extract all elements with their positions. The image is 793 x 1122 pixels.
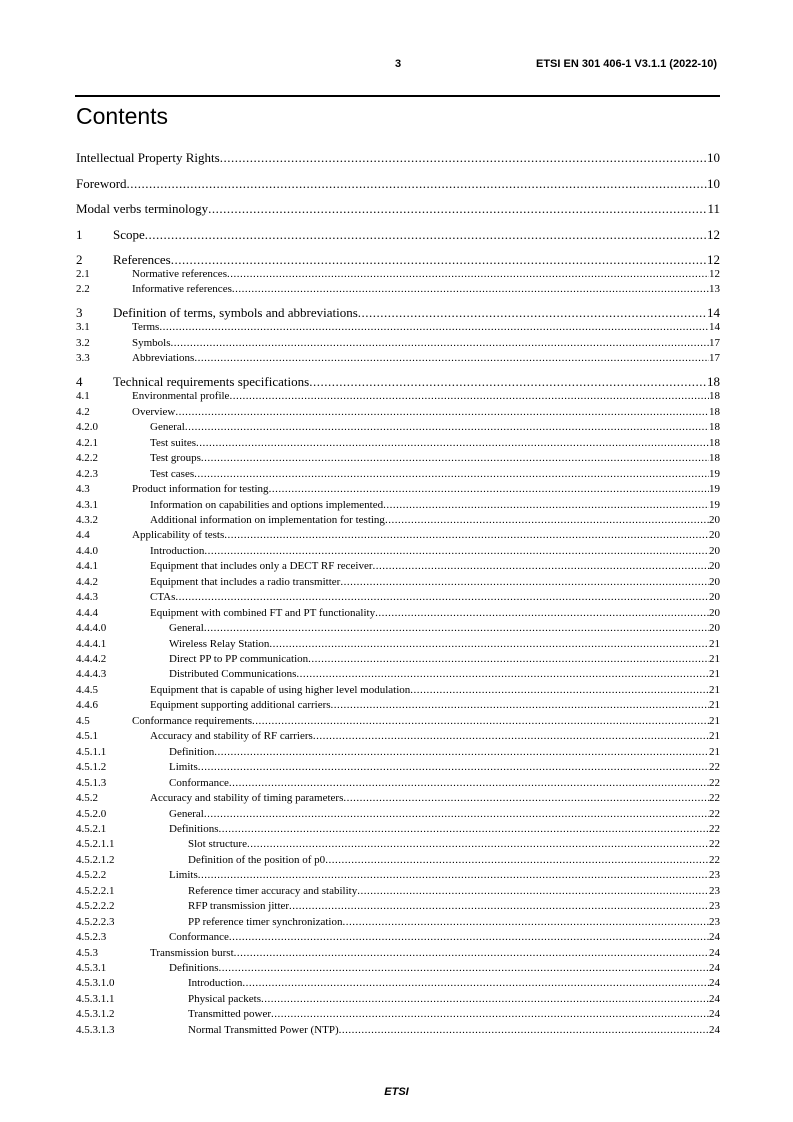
toc-section-title: Symbols [132, 336, 171, 349]
toc-entry[interactable] [76, 653, 720, 666]
toc-page-number: 21 [709, 730, 720, 743]
toc-page-number: 24 [709, 931, 720, 944]
toc-section-number: 4.5.3 [76, 946, 98, 959]
toc-entry[interactable] [76, 947, 720, 960]
toc-page-number: 21 [709, 745, 720, 758]
toc-entry[interactable] [76, 576, 720, 589]
toc-section-title: Definitions [169, 962, 219, 974]
toc-leader-dots [229, 931, 709, 944]
toc-section-title: Technical requirements specifications [113, 374, 310, 390]
toc-entry[interactable] [76, 777, 720, 790]
toc-page-number: 14 [709, 321, 720, 334]
toc-section-number: 4.5.1.1 [76, 745, 107, 758]
toc-page-number: 20 [709, 529, 720, 542]
toc-leader-dots [198, 869, 709, 882]
toc-entry[interactable] [76, 808, 720, 821]
toc-section-title: Additional information on implementation for testing [150, 513, 385, 526]
toc-entry[interactable] [76, 792, 720, 805]
toc-section-title: Conformance [169, 931, 229, 944]
toc-entry[interactable] [76, 916, 720, 929]
toc-leader-dots [357, 885, 709, 898]
toc-section-title: Overview [132, 405, 176, 418]
toc-page-number: 24 [709, 992, 720, 1005]
toc-page-number: 13 [709, 283, 720, 296]
toc-leader-dots [220, 150, 707, 165]
toc-page-number: 18 [709, 421, 720, 434]
toc-section-number: 4.3 [76, 483, 90, 496]
toc-section-title: Introduction [150, 544, 205, 557]
toc-entry[interactable] [76, 962, 720, 975]
toc-page-number: 19 [709, 498, 720, 511]
toc-leader-dots [289, 900, 709, 913]
toc-page-number: 24 [709, 1008, 720, 1021]
toc-leader-dots [198, 761, 709, 774]
toc-page-number: 17 [709, 336, 720, 349]
toc-entry[interactable] [76, 499, 720, 512]
toc-leader-dots [269, 483, 709, 496]
toc-page-number: 18 [707, 374, 720, 390]
toc-entry[interactable] [76, 421, 720, 434]
toc-leader-dots [358, 305, 707, 320]
toc-entry[interactable] [76, 838, 720, 851]
toc-section-number: 4.5 [76, 714, 90, 727]
toc-leader-dots [175, 406, 709, 419]
toc-page-number: 23 [709, 884, 720, 897]
toc-page-number: 22 [709, 822, 720, 835]
toc-section-title: Definition [169, 745, 215, 758]
toc-page-number: 24 [709, 1023, 720, 1036]
toc-entry[interactable] [76, 668, 720, 681]
toc-section-number: 4.5.2.2.2 [76, 900, 115, 913]
toc-section-title: Equipment that includes a radio transmitter [150, 575, 341, 588]
toc-entry[interactable] [76, 885, 720, 898]
toc-leader-dots [342, 916, 709, 929]
toc-leader-dots [308, 653, 709, 666]
toc-section-title: Physical packets [188, 992, 262, 1005]
toc-section-title: Scope [113, 226, 145, 242]
toc-section-title: Accuracy and stability of timing parameters [150, 792, 344, 805]
toc-section-title: Information on capabilities and options implemented [150, 498, 384, 511]
toc-leader-dots [229, 777, 709, 790]
toc-page-number: 21 [709, 653, 720, 665]
toc-leader-dots [196, 437, 709, 450]
toc-leader-dots [229, 390, 709, 403]
toc-leader-dots [194, 352, 709, 365]
toc-entry[interactable] [76, 268, 720, 281]
toc-section-number: 4.3.1 [76, 498, 98, 511]
toc-section-number: 4.1 [76, 390, 90, 403]
toc-section-number: 4.5.3.1.0 [76, 977, 115, 990]
toc-section-title: Equipment that is capable of using higher level modulation [150, 683, 411, 696]
toc-leader-dots [171, 252, 707, 267]
toc-entry[interactable] [76, 437, 720, 450]
toc-page-number: 21 [709, 668, 720, 681]
toc-section-title: Intellectual Property Rights [76, 150, 220, 165]
toc-section-title: Foreword [76, 175, 127, 191]
toc-leader-dots [331, 699, 709, 712]
toc-entry[interactable] [76, 931, 720, 944]
toc-page-number: 18 [709, 405, 720, 418]
toc-entry[interactable] [76, 468, 720, 481]
toc-page-number: 10 [707, 150, 720, 165]
toc-section-number: 1 [76, 226, 83, 242]
toc-entry[interactable] [76, 483, 720, 496]
toc-entry[interactable] [76, 352, 720, 365]
toc-leader-dots [340, 576, 709, 589]
toc-section-title: Abbreviations [132, 352, 195, 365]
toc-section-number: 4.5.2.1.2 [76, 853, 115, 866]
toc-section-title: RFP transmission jitter [188, 900, 290, 913]
toc-section-number: 4.4.2 [76, 575, 98, 588]
toc-section-title: Test cases [150, 467, 195, 480]
page-number: 3 [394, 58, 402, 70]
toc-section-title: Modal verbs terminology [76, 201, 209, 216]
toc-page-number: 17 [709, 352, 720, 365]
toc-section-title: Transmitted power [188, 1008, 272, 1021]
toc-entry[interactable] [76, 1024, 720, 1037]
toc-entry[interactable] [76, 699, 720, 712]
toc-section-title: Equipment with combined FT and PT functionality [150, 606, 376, 619]
toc-section-number: 4.5.3.1.2 [76, 1008, 115, 1021]
toc-entry[interactable] [76, 452, 720, 465]
toc-leader-dots [242, 977, 709, 990]
toc-page-number: 20 [709, 606, 720, 619]
toc-section-title: Normative references [132, 268, 227, 280]
toc-leader-dots [145, 227, 707, 242]
toc-section-title: General [169, 622, 204, 635]
toc-section-title: Test groups [150, 452, 201, 465]
toc-entry[interactable] [76, 252, 720, 267]
toc-section-number: 4.5.2.2.3 [76, 915, 115, 928]
toc-section-number: 4.5.1 [76, 730, 98, 743]
toc-entry[interactable] [76, 283, 720, 296]
toc-section-number: 4.4.4.2 [76, 653, 107, 665]
toc-section-number: 3.2 [76, 336, 90, 349]
toc-page-number: 11 [707, 201, 720, 216]
toc-page-number: 24 [709, 962, 720, 974]
toc-leader-dots [127, 176, 707, 191]
toc-section-number: 4.3.2 [76, 513, 98, 526]
toc-page-number: 12 [707, 252, 720, 267]
toc-section-number: 3 [76, 305, 83, 321]
toc-section-number: 4.4.1 [76, 560, 98, 573]
toc-entry[interactable] [76, 638, 720, 651]
toc-entry[interactable] [76, 1008, 720, 1021]
toc-leader-dots [269, 638, 709, 651]
toc-section-number: 4 [76, 374, 83, 390]
toc-section-title: Definition of terms, symbols and abbreviations [113, 305, 358, 321]
toc-page-number: 22 [709, 792, 720, 805]
toc-leader-dots [175, 591, 709, 604]
footer-logo-text: ETSI [384, 1086, 409, 1098]
toc-section-number: 4.5.3.1.1 [76, 992, 115, 1005]
toc-entry[interactable] [76, 201, 720, 216]
toc-section-title: Applicability of tests [132, 529, 225, 542]
toc-page-number: 22 [709, 838, 720, 851]
toc-section-number: 3.3 [76, 352, 90, 365]
toc-entry[interactable] [76, 529, 720, 542]
toc-leader-dots [296, 668, 709, 681]
toc-section-number: 4.5.1.2 [76, 761, 107, 774]
toc-page-number: 23 [709, 869, 720, 882]
toc-leader-dots [385, 514, 709, 527]
toc-entry[interactable] [76, 591, 720, 604]
toc-section-title: Reference timer accuracy and stability [188, 884, 358, 897]
toc-leader-dots [219, 962, 710, 975]
toc-leader-dots [232, 283, 709, 296]
toc-page-number: 21 [709, 683, 720, 696]
toc-section-title: Slot structure [188, 838, 247, 851]
toc-leader-dots [224, 529, 709, 542]
toc-section-title: Environmental profile [132, 390, 230, 403]
toc-section-title: General [150, 421, 185, 434]
toc-entry[interactable] [76, 514, 720, 527]
toc-leader-dots [339, 1024, 709, 1037]
toc-leader-dots [271, 1008, 709, 1021]
toc-section-number: 4.4 [76, 529, 90, 542]
toc-entry[interactable] [76, 607, 720, 620]
toc-page-number: 10 [707, 175, 720, 191]
toc-section-title: Normal Transmitted Power (NTP) [188, 1023, 339, 1036]
toc-section-title: Equipment supporting additional carriers [150, 699, 331, 712]
toc-leader-dots [325, 854, 709, 867]
toc-page-number: 12 [709, 268, 720, 280]
toc-page-number: 20 [709, 575, 720, 588]
toc-entry[interactable] [76, 227, 720, 242]
toc-section-title: References [113, 252, 171, 267]
toc-section-title: Transmission burst [150, 946, 234, 959]
toc-entry[interactable] [76, 321, 720, 334]
toc-section-title: Informative references [132, 283, 232, 296]
toc-leader-dots [410, 684, 709, 697]
toc-section-number: 4.4.0 [76, 544, 98, 557]
toc-page-number: 20 [709, 622, 720, 635]
toc-leader-dots [214, 746, 709, 759]
toc-leader-dots [309, 374, 707, 389]
toc-section-title: Definitions [169, 822, 219, 835]
toc-leader-dots [343, 792, 709, 805]
toc-section-number: 4.2.2 [76, 452, 98, 465]
toc-page-number: 19 [709, 467, 720, 480]
toc-entry[interactable] [76, 305, 720, 320]
toc-leader-dots [234, 947, 709, 960]
toc-section-number: 4.2.3 [76, 467, 98, 480]
toc-entry[interactable] [76, 900, 720, 913]
toc-section-number: 4.5.3.1 [76, 962, 107, 974]
toc-section-title: Direct PP to PP communication [169, 653, 309, 665]
toc-page-number: 22 [709, 761, 720, 774]
toc-section-number: 4.4.4.3 [76, 668, 107, 681]
toc-section-number: 4.5.2 [76, 792, 98, 805]
toc-page-number: 20 [709, 591, 720, 604]
toc-entry[interactable] [76, 622, 720, 635]
toc-section-title: Limits [169, 761, 198, 774]
toc-leader-dots [227, 268, 709, 281]
toc-entry[interactable] [76, 545, 720, 558]
toc-leader-dots [383, 499, 709, 512]
toc-entry[interactable] [76, 746, 720, 759]
toc-page-number: 24 [709, 946, 720, 959]
toc-entry[interactable] [76, 823, 720, 836]
toc-leader-dots [375, 607, 709, 620]
toc-page-number: 21 [709, 714, 720, 727]
toc-page-number: 23 [709, 915, 720, 928]
toc-section-title: Definition of the position of p0 [188, 853, 326, 866]
toc-leader-dots [159, 321, 709, 334]
toc-leader-dots [201, 452, 709, 465]
toc-page-number: 18 [709, 452, 720, 465]
toc-entry[interactable] [76, 869, 720, 882]
toc-page-number: 20 [709, 560, 720, 573]
toc-leader-dots [247, 838, 709, 851]
toc-section-number: 4.2 [76, 405, 90, 418]
toc-section-title: Terms [132, 321, 160, 334]
toc-section-number: 4.5.2.2 [76, 869, 107, 882]
toc-section-title: Test suites [150, 436, 196, 449]
toc-entry[interactable] [76, 374, 720, 389]
toc-section-number: 4.2.0 [76, 421, 98, 434]
toc-entry[interactable] [76, 406, 720, 419]
toc-section-title: Accuracy and stability of RF carriers [150, 730, 313, 743]
toc-section-title: CTAs [150, 591, 176, 604]
toc-section-number: 4.4.4.0 [76, 622, 107, 635]
toc-section-title: Distributed Communications [169, 668, 297, 681]
toc-page-number: 20 [709, 544, 720, 557]
toc-section-number: 2 [76, 252, 83, 267]
toc-section-number: 4.4.3 [76, 591, 98, 604]
toc-leader-dots [219, 823, 710, 836]
toc-section-title: Conformance requirements [132, 714, 253, 727]
toc-section-title: Product information for testing [132, 483, 269, 496]
toc-leader-dots [313, 730, 709, 743]
toc-section-number: 4.5.2.3 [76, 931, 107, 944]
toc-section-number: 4.5.2.2.1 [76, 884, 115, 897]
toc-section-number: 4.5.1.3 [76, 776, 107, 789]
toc-section-number: 4.5.2.1.1 [76, 838, 115, 851]
toc-entry[interactable] [76, 390, 720, 403]
toc-page-number: 14 [707, 305, 720, 321]
toc-leader-dots [208, 201, 707, 216]
toc-entry[interactable] [76, 150, 720, 165]
toc-page-number: 21 [709, 699, 720, 712]
toc-section-number: 3.1 [76, 321, 90, 334]
toc-entry[interactable] [76, 993, 720, 1006]
toc-section-number: 4.4.4 [76, 606, 98, 619]
toc-section-title: PP reference timer synchronization [188, 915, 343, 928]
toc-page-number: 20 [709, 513, 720, 526]
toc-leader-dots [373, 560, 710, 573]
toc-section-number: 4.5.2.0 [76, 807, 107, 820]
toc-page-number: 22 [709, 807, 720, 820]
page-title: Contents [76, 103, 169, 129]
toc-page-number: 23 [709, 900, 720, 913]
toc-section-title: Conformance [169, 776, 229, 789]
toc-page-number: 18 [709, 436, 720, 449]
toc-leader-dots [185, 421, 709, 434]
toc-entry[interactable] [76, 715, 720, 728]
toc-page-number: 22 [709, 853, 720, 866]
toc-section-title: General [169, 807, 204, 820]
toc-page-number: 22 [709, 776, 720, 789]
toc-page-number: 24 [709, 977, 720, 990]
toc-section-number: 4.2.1 [76, 436, 98, 449]
toc-leader-dots [194, 468, 709, 481]
toc-page-number: 12 [707, 226, 720, 242]
toc-leader-dots [204, 545, 709, 558]
toc-leader-dots [204, 808, 709, 821]
document-id: ETSI EN 301 406-1 V3.1.1 (2022-10) [536, 58, 717, 70]
toc-section-number: 2.1 [76, 268, 90, 280]
toc-section-title: Limits [169, 869, 198, 882]
toc-leader-dots [261, 993, 709, 1006]
toc-entry[interactable] [76, 977, 720, 990]
toc-section-title: Wireless Relay Station [169, 637, 270, 650]
toc-section-number: 4.4.4.1 [76, 637, 107, 650]
toc-section-number: 2.2 [76, 283, 90, 296]
toc-entry[interactable] [76, 761, 720, 774]
toc-entry[interactable] [76, 337, 720, 350]
toc-page-number: 19 [709, 483, 720, 496]
toc-section-number: 4.4.6 [76, 699, 98, 712]
toc-page-number: 21 [709, 637, 720, 650]
toc-section-number: 4.4.5 [76, 683, 98, 696]
toc-entry[interactable] [76, 560, 720, 573]
header-rule [75, 95, 720, 97]
toc-entry[interactable] [76, 684, 720, 697]
toc-leader-dots [204, 622, 709, 635]
toc-entry[interactable] [76, 854, 720, 867]
toc-entry[interactable] [76, 176, 720, 191]
toc-section-number: 4.5.2.1 [76, 822, 107, 835]
toc-leader-dots [252, 715, 709, 728]
toc-entry[interactable] [76, 730, 720, 743]
toc-section-title: Equipment that includes only a DECT RF receiver [150, 560, 373, 573]
toc-section-number: 4.5.3.1.3 [76, 1023, 115, 1036]
toc-leader-dots [171, 337, 709, 350]
toc-section-title: Introduction [188, 977, 243, 990]
toc-page-number: 18 [709, 390, 720, 403]
